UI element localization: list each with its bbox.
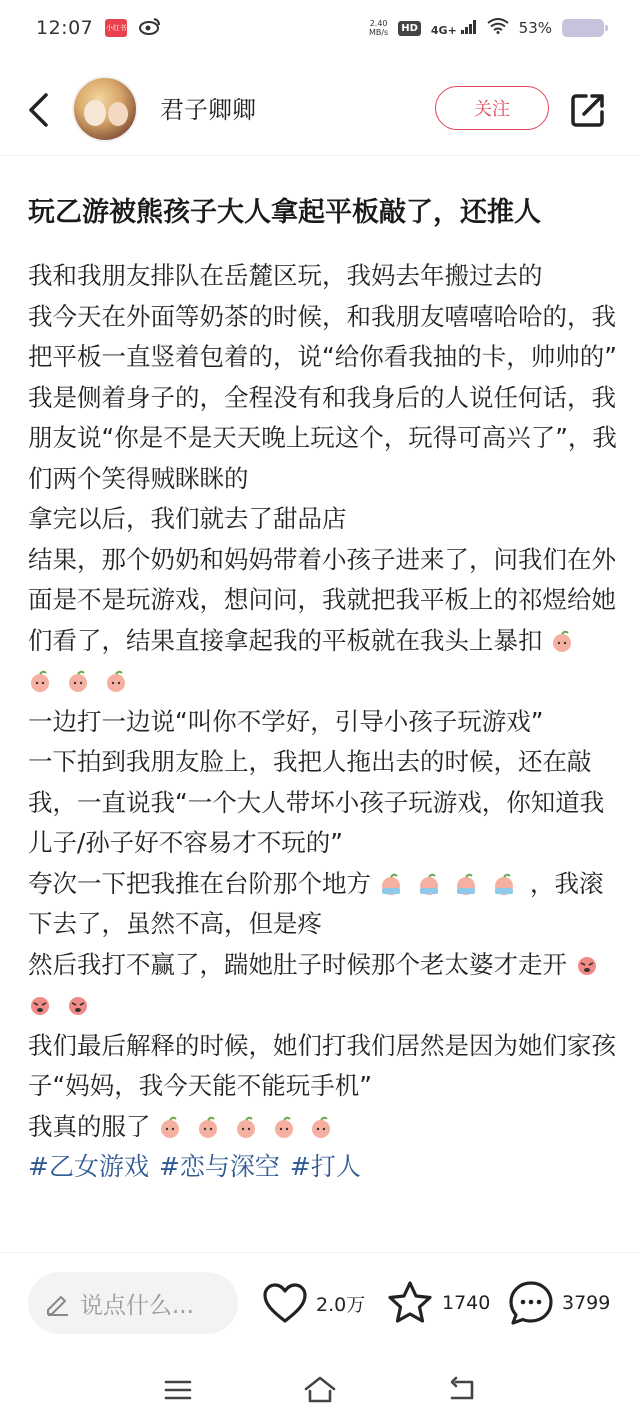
angry-peach-emoji-icon — [66, 993, 90, 1017]
crying-peach-emoji-icon — [492, 872, 516, 896]
nav-home-button[interactable] — [300, 1372, 340, 1408]
post-content — [28, 178, 618, 1187]
star-icon — [386, 1280, 434, 1326]
post-text: ，我滚下去了，虽然不高，但是疼 — [28, 868, 604, 938]
system-nav-bar — [0, 1360, 640, 1420]
post-text: 结果，那个奶奶和妈妈带着小孩子进来了，问我们在外面是不是玩游戏，想问问，我就把我平板上的祁煜给她们看了，结果直接拿起我的平板就在我头上暴扣 — [28, 544, 616, 655]
emoji-group — [158, 1112, 339, 1141]
post-paragraph: 我今天在外面等奶茶的时候，和我朋友嘻嘻哈哈的，我把平板一直竖着包着的，说“给你看我抽的卡，帅帅的” — [28, 301, 617, 371]
share-button[interactable] — [568, 90, 608, 130]
post-paragraph — [28, 864, 618, 945]
post-paragraph — [28, 540, 618, 702]
peach-face-emoji-icon — [309, 1115, 333, 1139]
weibo-icon — [139, 17, 161, 40]
post-paragraph: 我们最后解释的时候，她们打我们居然是因为她们家孩子“妈妈，我今天能不能玩手机” — [28, 1030, 616, 1100]
follow-button[interactable]: 关注 — [435, 86, 549, 130]
peach-face-emoji-icon — [234, 1115, 258, 1139]
post-paragraph: 我和我朋友排队在岳麓区玩，我妈去年搬过去的 — [28, 261, 543, 290]
share-icon — [570, 92, 606, 128]
angry-peach-emoji-icon — [28, 993, 52, 1017]
tag-link[interactable]: #乙女游戏 — [28, 1152, 149, 1181]
status-left — [36, 17, 161, 40]
peach-face-emoji-icon — [272, 1115, 296, 1139]
peach-face-emoji-icon — [104, 669, 128, 693]
peach-face-emoji-icon — [66, 669, 90, 693]
post-paragraph: 我是侧着身子的，全程没有和我身后的人说任何话，我朋友说“你是不是天天晚上玩这个，玩得可高兴了”，我们两个笑得贼眯眯的 — [28, 382, 617, 493]
post-title: 玩乙游被熊孩子大人拿起平板敲了，还推人 — [28, 197, 541, 228]
heart-icon — [262, 1282, 308, 1324]
comment-placeholder: 说点什么... — [80, 1292, 194, 1319]
peach-face-emoji-icon — [158, 1115, 182, 1139]
bottom-action-bar — [0, 1256, 640, 1346]
like-button[interactable] — [262, 1278, 365, 1328]
battery-percent: 53% — [518, 19, 552, 37]
post-paragraph: 拿完以后，我们就去了甜品店 — [28, 504, 347, 533]
status-time: 12:07 — [36, 17, 94, 39]
network-speed: 2.40 MB/s — [368, 19, 389, 37]
comment-count: 3799 — [562, 1292, 611, 1314]
tag-link[interactable]: #打人 — [289, 1152, 361, 1181]
comment-input[interactable] — [28, 1272, 238, 1334]
favorite-button[interactable] — [386, 1278, 490, 1328]
pencil-icon — [44, 1290, 70, 1316]
chevron-left-icon — [27, 92, 49, 128]
post-paragraph: 一边打一边说“叫你不学好，引导小孩子玩游戏” — [28, 706, 544, 736]
xiaohongshu-icon: 小红书 — [105, 19, 127, 37]
status-bar — [0, 0, 640, 56]
favorite-count: 1740 — [442, 1292, 491, 1314]
post-paragraph — [28, 945, 618, 1026]
comment-button[interactable] — [508, 1278, 610, 1328]
tag-link[interactable]: #恋与深空 — [158, 1152, 280, 1181]
back-button[interactable] — [18, 86, 58, 134]
nav-menu-button[interactable] — [158, 1372, 198, 1408]
crying-peach-emoji-icon — [454, 872, 478, 896]
peach-face-emoji-icon — [550, 629, 574, 653]
post-header — [0, 64, 640, 156]
avatar[interactable] — [72, 76, 138, 142]
network-type — [431, 20, 477, 37]
post-text: 然后我打不赢了，踹她肚子时候那个老太婆才走开 — [28, 949, 567, 979]
like-count: 2.0万 — [316, 1293, 366, 1316]
post-body — [28, 256, 618, 1147]
peach-face-emoji-icon — [196, 1115, 220, 1139]
post-tags — [28, 1147, 618, 1187]
comment-bubble-icon — [508, 1280, 554, 1326]
signal-icon — [461, 20, 477, 34]
emoji-group — [379, 869, 530, 898]
divider — [0, 1252, 640, 1253]
crying-peach-emoji-icon — [379, 872, 403, 896]
network-label: 4G+ — [430, 23, 457, 37]
nav-back-button[interactable] — [442, 1372, 482, 1408]
wifi-icon — [487, 18, 509, 38]
peach-face-emoji-icon — [28, 669, 52, 693]
post-paragraph — [28, 1107, 618, 1148]
home-icon — [302, 1375, 338, 1405]
hd-badge: HD — [398, 21, 421, 36]
menu-icon — [163, 1378, 193, 1402]
battery-icon — [562, 19, 604, 37]
back-arrow-icon — [446, 1376, 478, 1404]
crying-peach-emoji-icon — [417, 872, 441, 896]
post-text: 夸次一下把我推在台阶那个地方 — [28, 868, 371, 898]
status-right — [369, 18, 604, 38]
post-paragraph: 一下拍到我朋友脸上，我把人拖出去的时候，还在敲我，一直说我“一个大人带坏小孩子玩游戏，你知道我儿子/孙子好不容易才不玩的” — [28, 747, 605, 857]
angry-peach-emoji-icon — [575, 953, 599, 977]
username[interactable]: 君子卿卿 — [160, 96, 256, 124]
post-text: 我真的服了 — [28, 1111, 151, 1141]
